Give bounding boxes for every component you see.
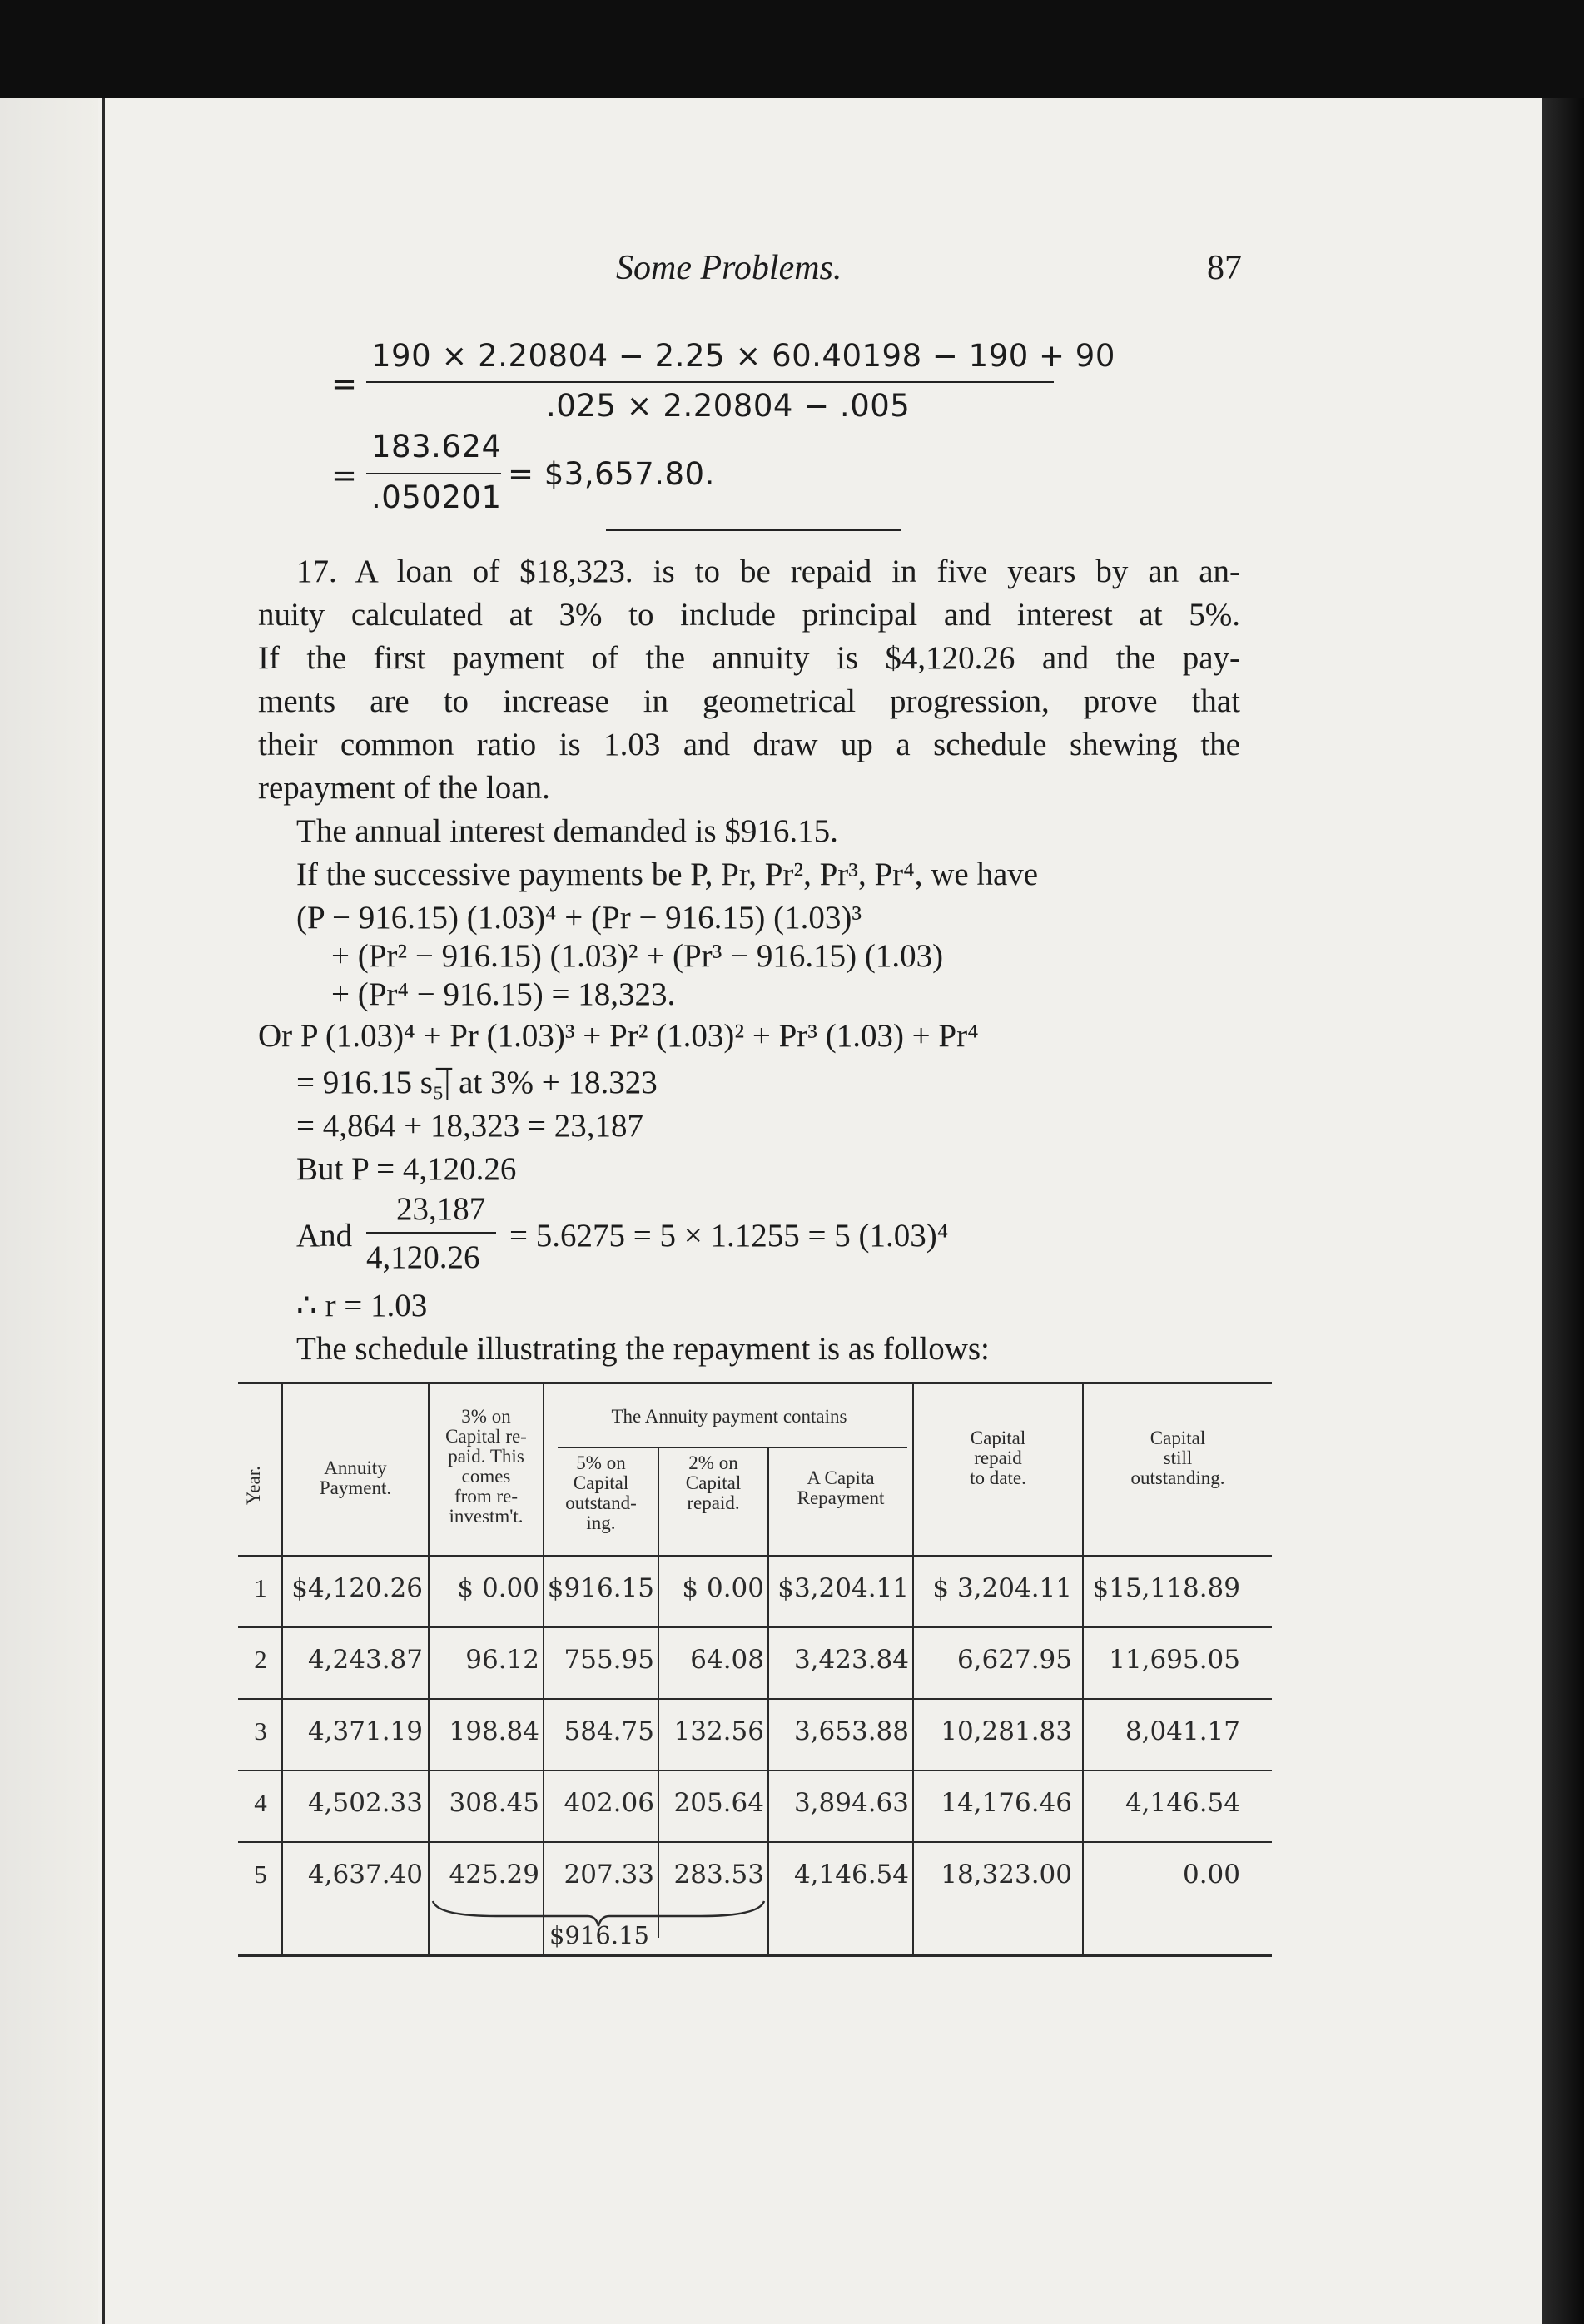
and-expression: = 5.6275 = 5 × 1.1255 = 5 (1.03)⁴: [509, 1218, 949, 1254]
scan-border-right: [1542, 98, 1584, 2324]
scan-border-left: [0, 98, 99, 2324]
cell-year: 5: [254, 1860, 267, 1889]
fraction-numerator: 190 × 2.20804 − 2.25 × 60.40198 − 190 + 90: [371, 338, 1115, 374]
solution-line-11: ∴ r = 1.03: [296, 1288, 428, 1323]
cell-outstanding: 0.00: [1182, 1860, 1240, 1889]
problem-line-1: 17. A loan of $18,323. is to be repaid in five years by an an-: [296, 554, 1240, 589]
cell-outstanding: 11,695.05: [1109, 1645, 1240, 1675]
fraction2-numerator: 183.624: [371, 429, 502, 464]
and-label: And: [296, 1218, 353, 1254]
cell-outstanding: $15,118.89: [1092, 1573, 1240, 1603]
cell-repayment: 3,894.63: [793, 1788, 909, 1818]
page-spine-line: [102, 98, 105, 2324]
fraction2-bar: [366, 473, 501, 474]
solution-line-7: = 916.15 s₅̅| at 3% + 18.323: [296, 1065, 658, 1100]
fraction-bar: [366, 381, 1054, 383]
header-capital-repaid: Capital repaid to date.: [970, 1428, 1026, 1488]
equals-sign-2: =: [331, 458, 358, 494]
and-fraction-numerator: 23,187: [396, 1191, 486, 1227]
fraction2-denominator: .050201: [371, 479, 502, 515]
cell-repaid-to-date: 14,176.46: [941, 1788, 1072, 1818]
cell-three-pct: 425.29: [449, 1860, 539, 1889]
cell-annuity: 4,371.19: [307, 1716, 423, 1746]
problem-line-6: repayment of the loan.: [258, 770, 550, 806]
and-fraction-denominator: 4,120.26: [366, 1239, 480, 1275]
cell-five-pct: 755.95: [564, 1645, 654, 1675]
cell-outstanding: 4,146.54: [1125, 1788, 1240, 1818]
cell-year: 1: [254, 1573, 267, 1602]
solution-line-8: = 4,864 + 18,323 = 23,187: [296, 1108, 643, 1144]
cell-three-pct: 198.84: [449, 1716, 539, 1746]
cell-five-pct: 402.06: [564, 1788, 654, 1818]
cell-three-pct: 308.45: [449, 1788, 539, 1818]
running-header: Some Problems.: [616, 249, 842, 287]
cell-annuity: 4,502.33: [307, 1788, 423, 1818]
solution-line-2: If the successive payments be P, Pr, Pr², Pr³, Pr⁴, we have: [296, 857, 1039, 892]
cell-repayment: $3,204.11: [777, 1573, 909, 1603]
equals-sign-1: =: [331, 366, 358, 402]
cell-five-pct: $916.15: [547, 1573, 654, 1603]
cell-two-pct: 132.56: [673, 1716, 764, 1746]
solution-line-3: (P − 916.15) (1.03)⁴ + (Pr − 916.15) (1.03)³: [296, 900, 862, 936]
cell-year: 2: [254, 1645, 267, 1674]
problem-line-4: ments are to increase in geometrical progression, prove that: [258, 683, 1240, 719]
solution-line-6: Or P (1.03)⁴ + Pr (1.03)³ + Pr² (1.03)² + Pr³ (1.03) + Pr⁴: [258, 1018, 979, 1054]
header-year: Year.: [243, 1466, 264, 1505]
header-five-pct: 5% on Capital outstand- ing.: [565, 1452, 637, 1533]
cell-repaid-to-date: 6,627.95: [956, 1645, 1072, 1675]
cell-five-pct: 584.75: [564, 1716, 654, 1746]
header-two-pct: 2% on Capital repaid.: [685, 1452, 742, 1513]
col-rule-1: [281, 1383, 283, 1954]
solution-line-4: + (Pr² − 916.15) (1.03)² + (Pr³ − 916.15) (1.03): [331, 938, 944, 974]
cell-year: 4: [254, 1788, 267, 1817]
cell-annuity: 4,637.40: [307, 1860, 423, 1889]
header-bottom-rule: [238, 1555, 1272, 1557]
cell-three-pct: 96.12: [465, 1645, 539, 1675]
solution-line-9: But P = 4,120.26: [296, 1151, 517, 1187]
cell-annuity: $4,120.26: [291, 1573, 423, 1603]
row-rule-4: [238, 1841, 1272, 1843]
cell-annuity: 4,243.87: [307, 1645, 423, 1675]
header-capital-repayment: A Capita Repayment: [797, 1467, 885, 1508]
group-header-rule: [558, 1447, 907, 1448]
header-three-pct: 3% on Capital re- paid. This comes from re- investm't.: [445, 1406, 527, 1527]
table-bottom-rule: [238, 1954, 1272, 1957]
header-group: The Annuity payment contains: [611, 1406, 847, 1427]
section-separator: [606, 529, 901, 531]
header-capital-still: Capital still outstanding.: [1130, 1428, 1225, 1488]
solution-line-1: The annual interest demanded is $916.15.: [296, 813, 838, 849]
page: [98, 98, 1551, 2324]
cell-three-pct: $ 0.00: [457, 1573, 539, 1603]
row-rule-2: [238, 1698, 1272, 1700]
result-value: = $3,657.80.: [508, 456, 715, 492]
fraction-denominator: .025 × 2.20804 − .005: [546, 388, 911, 424]
cell-repaid-to-date: 18,323.00: [941, 1860, 1072, 1889]
cell-repayment: 3,653.88: [793, 1716, 909, 1746]
and-fraction-bar: [366, 1232, 496, 1234]
cell-repaid-to-date: 10,281.83: [941, 1716, 1072, 1746]
problem-line-3: If the first payment of the annuity is $4,120.26 and the pay-: [258, 640, 1240, 676]
header-annuity: Annuity Payment.: [319, 1457, 392, 1498]
solution-line-12: The schedule illustrating the repayment is as follows:: [296, 1331, 990, 1367]
cell-year: 3: [254, 1716, 267, 1745]
brace-total: $916.15: [549, 1921, 649, 1949]
row-rule-3: [238, 1770, 1272, 1771]
cell-five-pct: 207.33: [564, 1860, 654, 1889]
cell-repayment: 4,146.54: [793, 1860, 909, 1889]
cell-repaid-to-date: $ 3,204.11: [932, 1573, 1072, 1603]
cell-repayment: 3,423.84: [793, 1645, 909, 1675]
page-number: 87: [1207, 249, 1242, 287]
table-top-rule: [238, 1382, 1272, 1384]
scan-border-top: [0, 0, 1584, 98]
solution-line-5: + (Pr⁴ − 916.15) = 18,323.: [331, 976, 676, 1012]
cell-outstanding: 8,041.17: [1125, 1716, 1240, 1746]
cell-two-pct: 283.53: [673, 1860, 764, 1889]
problem-line-2: nuity calculated at 3% to include principal and interest at 5%.: [258, 597, 1240, 633]
problem-line-5: their common ratio is 1.03 and draw up a schedule shewing the: [258, 727, 1240, 762]
cell-two-pct: $ 0.00: [682, 1573, 764, 1603]
row-rule-1: [238, 1626, 1272, 1628]
cell-two-pct: 64.08: [690, 1645, 764, 1675]
cell-two-pct: 205.64: [673, 1788, 764, 1818]
